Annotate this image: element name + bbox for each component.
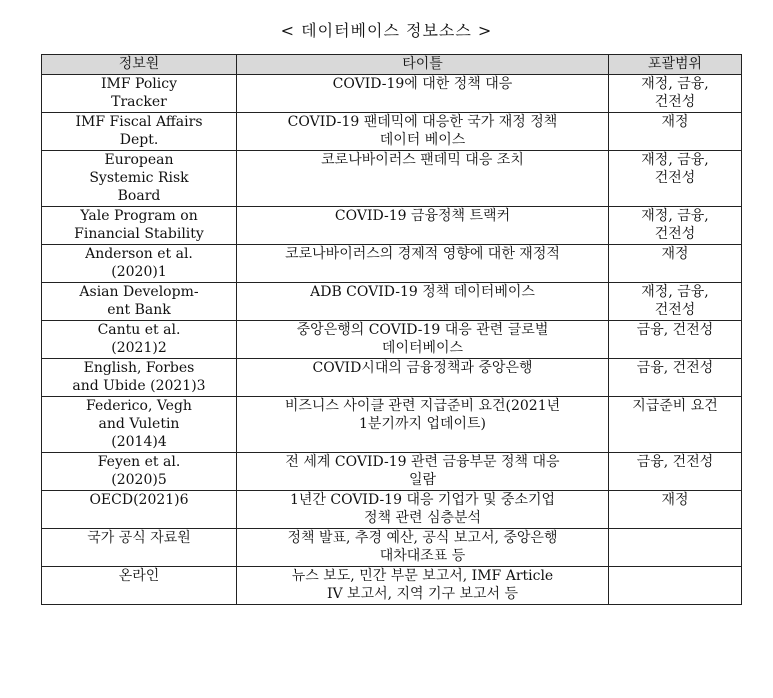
coverage-cell: 재정, 금융, 건전성: [609, 283, 742, 321]
source-cell: European Systemic Risk Board: [42, 151, 237, 207]
title-cell: 전 세계 COVID-19 관련 금융부문 정책 대응 일람: [237, 453, 609, 491]
coverage-cell: 지급준비 요건: [609, 397, 742, 453]
source-cell: Yale Program on Financial Stability: [42, 207, 237, 245]
table-body: [42, 75, 742, 605]
title-cell: COVID-19에 대한 정책 대응: [237, 75, 609, 113]
table-row: [42, 529, 742, 567]
coverage-cell: 금융, 건전성: [609, 453, 742, 491]
title-cell: COVID-19 팬데믹에 대응한 국가 재정 정책 데이터 베이스: [237, 113, 609, 151]
source-cell: OECD(2021)6: [42, 491, 237, 529]
coverage-cell: 금융, 건전성: [609, 359, 742, 397]
source-cell: 국가 공식 자료원: [42, 529, 237, 567]
table-title: < 데이터베이스 정보소스 >: [280, 21, 493, 40]
table-row: [42, 453, 742, 491]
coverage-cell: 금융, 건전성: [609, 321, 742, 359]
header-row: [42, 55, 742, 75]
title-cell: 뉴스 보도, 민간 부문 보고서, IMF Article IV 보고서, 지역 기구 보고서 등: [237, 567, 609, 605]
header-title: 타이틀: [237, 55, 609, 75]
table-row: [42, 491, 742, 529]
header-coverage: 포괄범위: [609, 55, 742, 75]
coverage-cell: 재정, 금융, 건전성: [609, 151, 742, 207]
source-cell: Feyen et al. (2020)5: [42, 453, 237, 491]
table-row: [42, 359, 742, 397]
table-row: [42, 397, 742, 453]
title-cell: 1년간 COVID-19 대응 기업가 및 중소기업 정책 관련 심층분석: [237, 491, 609, 529]
source-cell: Federico, Vegh and Vuletin (2014)4: [42, 397, 237, 453]
database-sources-table: [41, 54, 742, 605]
title-cell: COVID-19 금융정책 트랙커: [237, 207, 609, 245]
coverage-cell: 재정: [609, 245, 742, 283]
table-row: [42, 321, 742, 359]
source-cell: 온라인: [42, 567, 237, 605]
table-row: [42, 567, 742, 605]
coverage-cell: [609, 529, 742, 567]
title-cell: COVID시대의 금융정책과 중앙은행: [237, 359, 609, 397]
header-source: 정보원: [42, 55, 237, 75]
title-cell: 코로나바이러스 팬데믹 대응 조치: [237, 151, 609, 207]
coverage-cell: 재정, 금융, 건전성: [609, 207, 742, 245]
source-cell: English, Forbes and Ubide (2021)3: [42, 359, 237, 397]
table-row: [42, 207, 742, 245]
source-cell: Anderson et al. (2020)1: [42, 245, 237, 283]
table-row: [42, 245, 742, 283]
coverage-cell: 재정, 금융, 건전성: [609, 75, 742, 113]
source-cell: IMF Fiscal Affairs Dept.: [42, 113, 237, 151]
title-cell: 코로나바이러스의 경제적 영향에 대한 재정적: [237, 245, 609, 283]
coverage-cell: [609, 567, 742, 605]
source-cell: IMF Policy Tracker: [42, 75, 237, 113]
table-row: [42, 113, 742, 151]
table-row: [42, 151, 742, 207]
title-cell: 중앙은행의 COVID-19 대응 관련 글로벌 데이터베이스: [237, 321, 609, 359]
coverage-cell: 재정: [609, 113, 742, 151]
title-cell: ADB COVID-19 정책 데이터베이스: [237, 283, 609, 321]
coverage-cell: 재정: [609, 491, 742, 529]
source-cell: Cantu et al. (2021)2: [42, 321, 237, 359]
title-cell: 비즈니스 사이클 관련 지급준비 요건(2021년 1분기까지 업데이트): [237, 397, 609, 453]
title-cell: 정책 발표, 추경 예산, 공식 보고서, 중앙은행 대차대조표 등: [237, 529, 609, 567]
table-row: [42, 75, 742, 113]
source-cell: Asian Developm- ent Bank: [42, 283, 237, 321]
table-row: [42, 283, 742, 321]
